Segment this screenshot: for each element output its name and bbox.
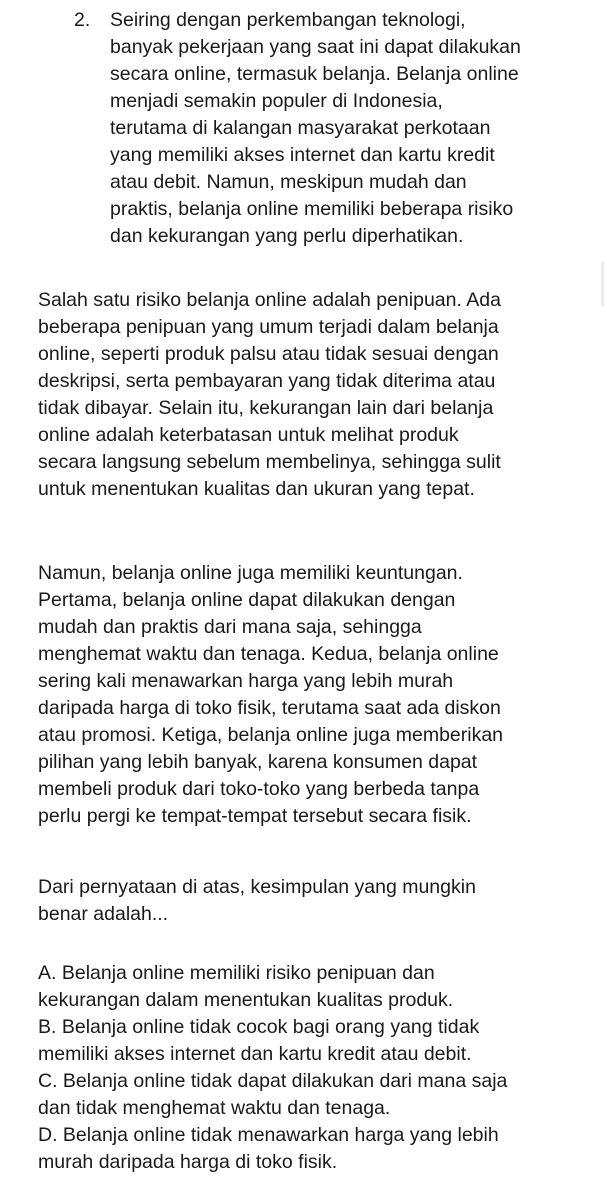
option-line: C. Belanja online tidak dapat dilakukan dari mana saja [38, 1070, 508, 1092]
option-line: D. Belanja online tidak menawarkan harga yang lebih [38, 1124, 499, 1146]
question-number: 2. [74, 9, 91, 31]
option-line: kekurangan dalam menentukan kualitas produk. [38, 989, 454, 1011]
question-intro [110, 7, 589, 250]
intro-line: banyak pekerjaan yang saat ini dapat dilakukan [110, 36, 521, 58]
paragraph-line: menghemat waktu dan tenaga. Kedua, belanja online [38, 643, 499, 665]
paragraph-line: daripada harga di toko fisik, terutama saat ada diskon [38, 697, 501, 719]
option-line: murah daripada harga di toko fisik. [38, 1151, 338, 1173]
question-block [74, 7, 589, 250]
paragraph-line: benar adalah... [38, 903, 169, 925]
option-line: A. Belanja online memiliki risiko penipuan dan [38, 962, 435, 984]
paragraph-line: beberapa penipuan yang umum terjadi dalam belanja [38, 316, 499, 338]
question-prompt [38, 874, 598, 928]
intro-line: praktis, belanja online memiliki beberapa risiko [110, 198, 514, 220]
paragraph-line: untuk menentukan kualitas dan ukuran yang tepat. [38, 478, 475, 500]
paragraph-line: Namun, belanja online juga memiliki keuntungan. [38, 562, 463, 584]
intro-line: terutama di kalangan masyarakat perkotaan [110, 117, 491, 139]
option-line: memiliki akses internet dan kartu kredit atau debit. [38, 1043, 472, 1065]
paragraph-line: pilihan yang lebih banyak, karena konsumen dapat [38, 751, 478, 773]
paragraph-line: online adalah keterbatasan untuk melihat produk [38, 424, 459, 446]
paragraph-line: Dari pernyataan di atas, kesimpulan yang mungkin [38, 876, 476, 898]
page-edge-mark [601, 262, 604, 306]
paragraph-line: deskripsi, serta pembayaran yang tidak diterima atau [38, 370, 496, 392]
paragraph-line: tidak dibayar. Selain itu, kekurangan lain dari belanja [38, 397, 494, 419]
intro-line: yang memiliki akses internet dan kartu kredit [110, 144, 495, 166]
intro-line: Seiring dengan perkembangan teknologi, [110, 9, 466, 31]
paragraph-line: mudah dan praktis dari mana saja, sehingga [38, 616, 422, 638]
benefit-paragraph [38, 560, 598, 830]
paragraph-line: online, seperti produk palsu atau tidak sesuai dengan [38, 343, 499, 365]
paragraph-line: sering kali menawarkan harga yang lebih murah [38, 670, 454, 692]
paragraph-line: atau promosi. Ketiga, belanja online juga memberikan [38, 724, 504, 746]
paragraph-line: Salah satu risiko belanja online adalah penipuan. Ada [38, 289, 501, 311]
option-line: B. Belanja online tidak cocok bagi orang yang tidak [38, 1016, 480, 1038]
option-line: dan tidak menghemat waktu dan tenaga. [38, 1097, 391, 1119]
intro-line: atau debit. Namun, meskipun mudah dan [110, 171, 467, 193]
paragraph-line: perlu pergi ke tempat-tempat tersebut secara fisik. [38, 805, 472, 827]
intro-line: secara online, termasuk belanja. Belanja online [110, 63, 519, 85]
paragraph-line: Pertama, belanja online dapat dilakukan dengan [38, 589, 456, 611]
intro-line: dan kekurangan yang perlu diperhatikan. [110, 225, 464, 247]
paragraph-line: secara langsung sebelum membelinya, sehingga sulit [38, 451, 501, 473]
intro-line: menjadi semakin populer di Indonesia, [110, 90, 443, 112]
risk-paragraph [38, 287, 598, 503]
paragraph-line: membeli produk dari toko-toko yang berbeda tanpa [38, 778, 480, 800]
answer-options [38, 960, 598, 1176]
